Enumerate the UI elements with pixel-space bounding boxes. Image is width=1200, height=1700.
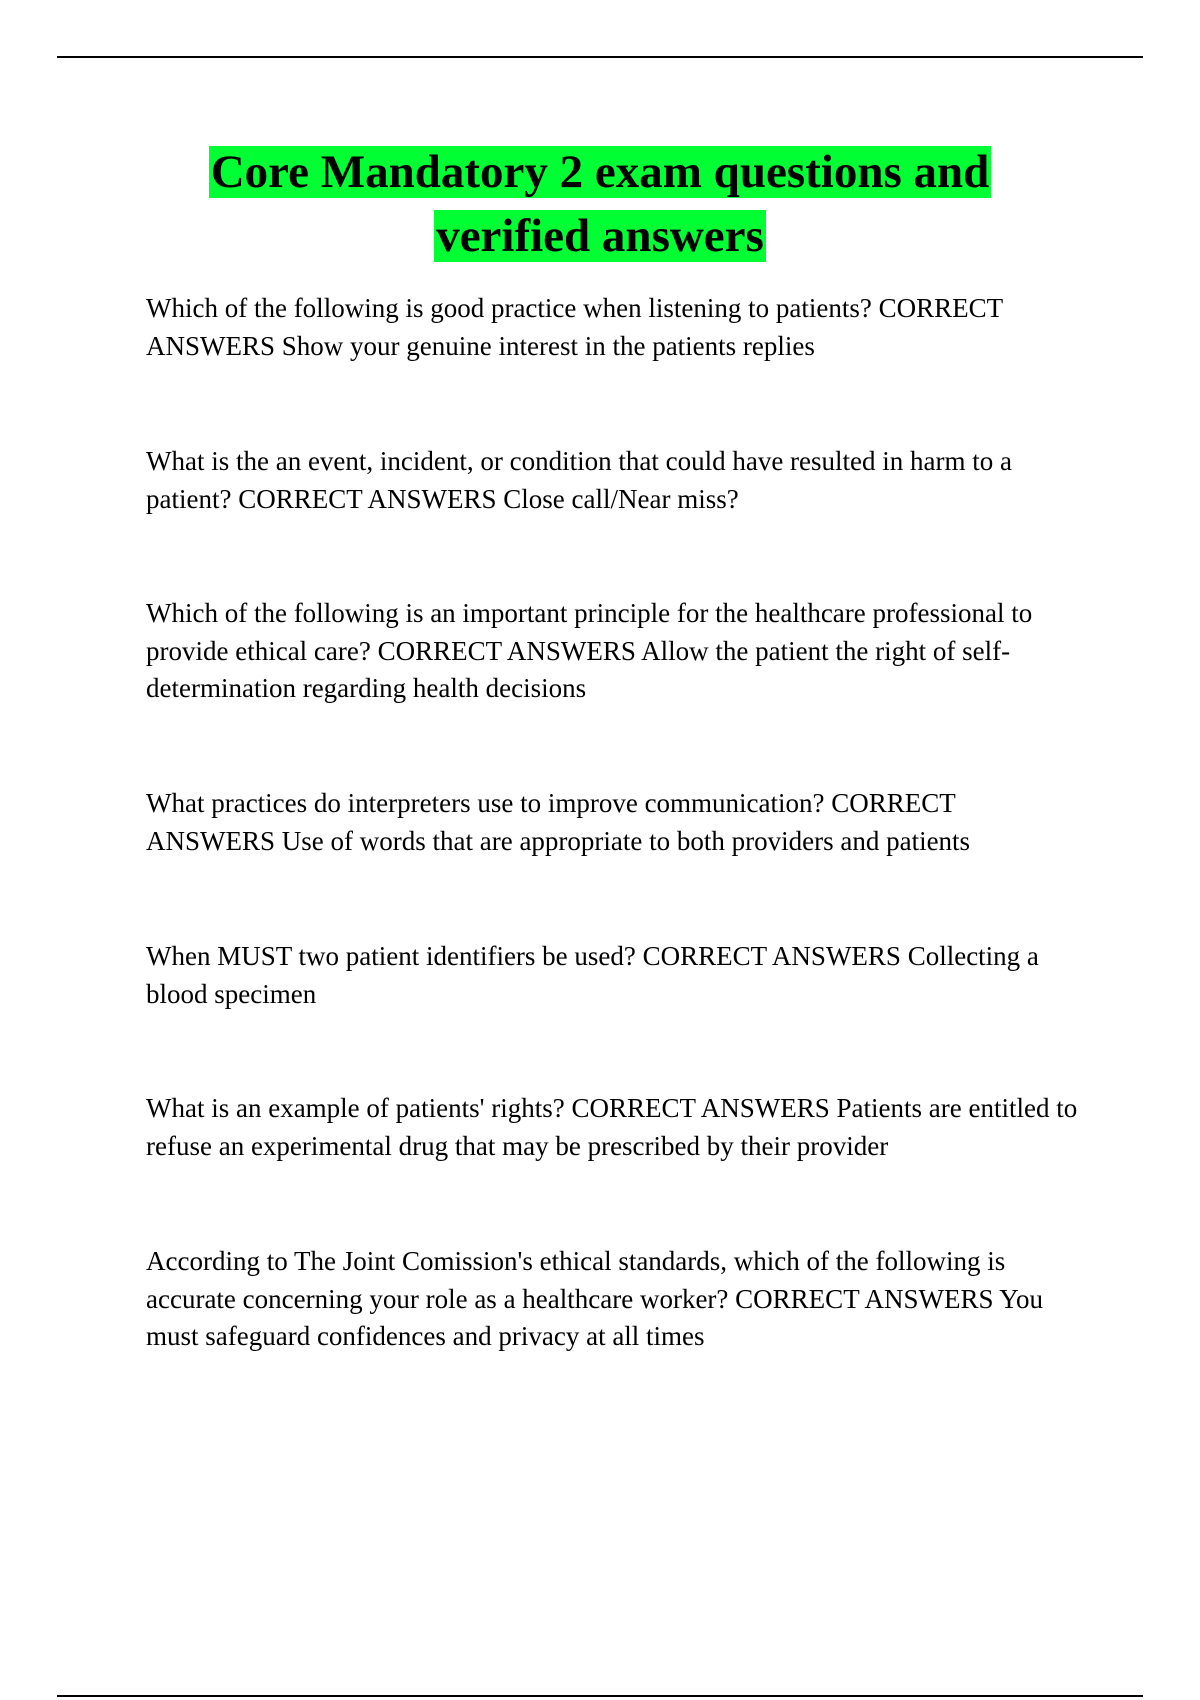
qa-item: According to The Joint Comission's ethical standards, which of the following is accurate concerning your role as a healthcare worker? CORRECT ANSWERS You must safeguard confidences and privacy at all times — [146, 1246, 1044, 1351]
qa-item: When MUST two patient identifiers be used? CORRECT ANSWERS Collecting a blood specimen — [146, 941, 1039, 1009]
qa-item: What practices do interpreters use to improve communication? CORRECT ANSWERS Use of words that are appropriate to both providers and patients — [146, 788, 971, 856]
qa-item: Which of the following is good practice when listening to patients? CORRECT ANSWERS Show your genuine interest in the patients replies — [146, 293, 1003, 361]
title-line-2 — [100, 204, 1100, 268]
qa-item: What is an example of patients' rights? CORRECT ANSWERS Patients are entitled to refuse an experimental drug that may be prescribed by their provider — [146, 1093, 1078, 1161]
header-rule — [57, 56, 1143, 58]
qa-item: Which of the following is an important principle for the healthcare professional to provide ethical care? CORRECT ANSWERS Allow the patient the right of self-determination regarding health decisions — [146, 598, 1033, 703]
qa-item: What is the an event, incident, or condition that could have resulted in harm to a patient? CORRECT ANSWERS Close call/Near miss? — [146, 446, 1012, 514]
footer-rule — [57, 1695, 1143, 1697]
title-highlight-1: Core Mandatory 2 exam questions and — [210, 146, 990, 198]
title-highlight-2: verified answers — [436, 210, 764, 262]
title-line-1 — [100, 140, 1100, 204]
page-title — [100, 140, 1100, 268]
